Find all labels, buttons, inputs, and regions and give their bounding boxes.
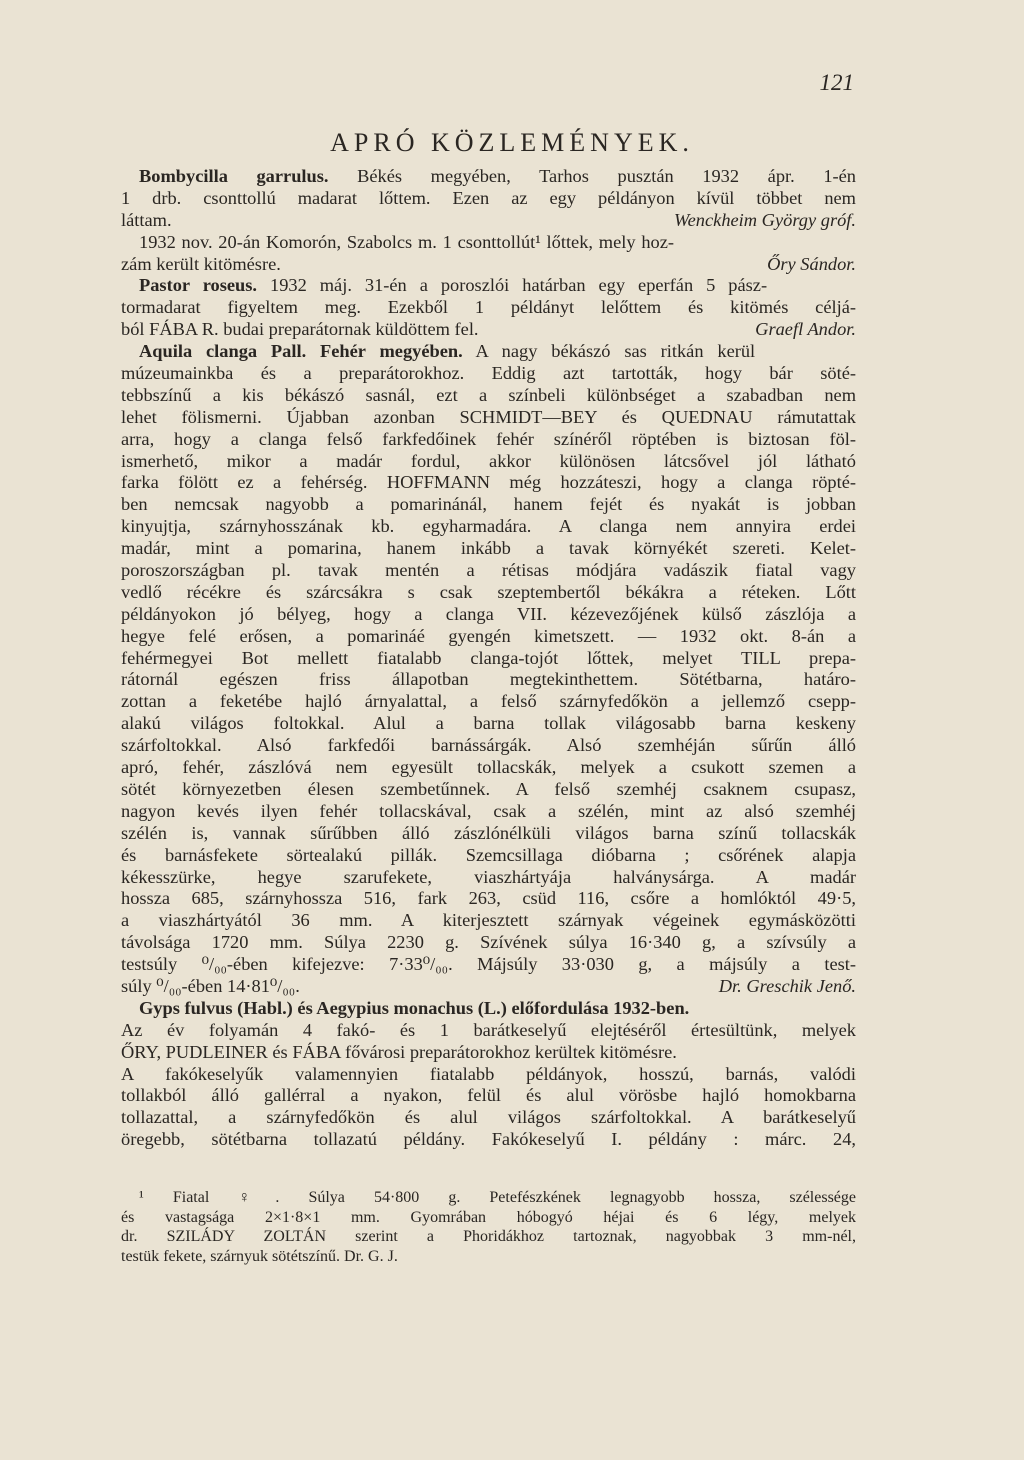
line-text: testük fekete, szárnyuk sötétszínű. Dr. G. J.: [121, 1248, 398, 1266]
line-text: 1932 nov. 20-án Komorón, Szabolcs m. 1 csonttollút¹ lőttek, mely hoz-: [139, 231, 675, 252]
text-line: [121, 210, 856, 232]
line-text: Békés megyében, Tarhos pusztán 1932 ápr. 1-én: [328, 166, 856, 186]
line-text: 1 drb. csonttollú madarat lőttem. Ezen az egy példányon kívül többet nem: [121, 187, 856, 208]
text-line: [121, 691, 856, 713]
line-text: alakú világos foltokkal. Alul a barna tollak világosabb barna keskeny: [121, 713, 856, 734]
text-line: [121, 779, 856, 801]
text-line: [121, 538, 856, 560]
line-text: távolsága 1720 mm. Súlya 2230 g. Szívének súlya 16·340 g, a szívsúly a: [121, 932, 856, 953]
line-text: szélén is, vannak sűrűbben álló zászlónélküli világos barna színű tollacskák: [121, 822, 856, 843]
text-line: [121, 560, 856, 582]
text-line: [121, 363, 856, 385]
text-line: [121, 823, 856, 845]
article-body: [121, 166, 856, 1151]
text-line: [121, 451, 856, 473]
line-text: vedlő récékre és szárcsákra s csak szeptembertől békákra a réteken. Lőtt: [121, 581, 856, 602]
line-text: apró, fehér, zászlóvá nem egyesült tollacskák, melyek a csukott szemen a: [121, 757, 856, 778]
text-line: [121, 385, 856, 407]
text-line: [121, 1064, 856, 1086]
text-line: [121, 648, 856, 670]
line-text: dr. SZILÁDY ZOLTÁN szerint a Phoridákhoz tartoznak, nagyobbak 3 mm-nél,: [121, 1228, 856, 1246]
species-name: Bombycilla garrulus.: [139, 166, 329, 186]
text-line: [121, 801, 856, 823]
line-text: kinyujtja, szárnyhosszának kb. egyharmadára. A clanga nem annyira erdei: [121, 516, 856, 537]
line-text: testsúly ⁰/₀₀-ében kifejezve: 7·33⁰/₀₀. Májsúly 33·030 g, a májsúly a test-: [121, 954, 856, 975]
line-text: sötét környezetben élesen szembetűnnek. A felső szemhéj csaknem csupasz,: [121, 778, 856, 799]
text-line: [121, 188, 856, 210]
text-line: [121, 275, 856, 297]
line-text: nagyon kevés ilyen fehér tollacskával, csak a szélén, mint az alsó szemhéj: [121, 800, 856, 821]
line-text: Az év folyamán 4 fakó- és 1 barátkeselyű elejtéséről értesültünk, melyek: [121, 1019, 856, 1040]
text-line: [121, 1107, 856, 1129]
footnote-line: [121, 1188, 856, 1208]
section-heading: APRÓ KÖZLEMÉNYEK.: [330, 128, 694, 157]
line-text: fehérmegyei Bot mellett fiatalabb clanga-tojót lőttek, melyet TILL prepa-: [121, 647, 856, 668]
text-line: [121, 407, 856, 429]
footnote-line: [121, 1227, 856, 1247]
footnote-line: [121, 1208, 856, 1228]
author-signature: Őry Sándor.: [767, 253, 856, 274]
line-text: tollakból álló gallérral a nyakon, felül és alul vörösbe hajló homokbarna: [121, 1085, 856, 1106]
line-text: zám került kitömésre.: [121, 253, 281, 274]
text-line: [121, 998, 856, 1020]
text-line: [121, 954, 856, 976]
line-text: múzeumainkba és a preparátorokhoz. Eddig azt tartották, hogy bár söté-: [121, 363, 856, 384]
line-text: A nagy békászó sas ritkán kerül: [462, 341, 756, 362]
author-signature: Graefl Andor.: [755, 319, 856, 340]
text-line: [121, 232, 856, 254]
line-text: madár, mint a pomarina, hanem inkább a tavak környékét szereti. Kelet-: [121, 538, 856, 559]
text-line: [121, 297, 856, 319]
author-signature: Dr. Greschik Jenő.: [718, 975, 856, 996]
text-line: [121, 1129, 856, 1151]
text-line: [121, 341, 856, 363]
line-text: a viaszhártyától 36 mm. A kiterjesztett szárnyak végeinek egymásközötti: [121, 910, 856, 931]
line-text: és vastagsága 2×1·8×1 mm. Gyomrában hóbogyó héjai és 6 légy, melyek: [121, 1208, 856, 1226]
text-line: [121, 1020, 856, 1042]
line-text: hossza 685, szárnyhossza 516, fark 263, csüd 116, csőre a homlóktól 49·5,: [121, 888, 856, 909]
text-line: [121, 166, 856, 188]
line-text: súly ⁰/₀₀-ében 14·81⁰/₀₀.: [121, 975, 300, 996]
text-line: [121, 888, 856, 910]
line-text: tollazattal, a szárnyfedőkön és alul világos szárfoltokkal. A barátkeselyű: [121, 1107, 856, 1128]
text-line: [121, 626, 856, 648]
line-text: ¹ Fiatal ♀. Súlya 54·800 g. Petefészkének legnagyobb hossza, szélessége: [139, 1189, 856, 1206]
line-text: poroszországban pl. tavak mentén a rétisas módjára vadászik fiatal vagy: [121, 560, 856, 581]
footnote-line: [121, 1247, 856, 1267]
text-line: [121, 1085, 856, 1107]
line-text: ból FÁBA R. budai preparátornak küldöttem fel.: [121, 319, 479, 340]
line-text: öregebb, sötétbarna tollazatú példány. Fakókeselyű I. példány : márc. 24,: [121, 1129, 856, 1150]
text-line: [121, 516, 856, 538]
line-text: kékesszürke, hegye szarufekete, viaszhártyája halványsárga. A madár: [121, 866, 856, 887]
page-number: 121: [819, 70, 854, 95]
line-text: példányokon jó bélyeg, hogy a clanga VII. kézevezőjének külső zászlója a: [121, 603, 856, 624]
line-text: farka fölött ez a fehérség. HOFFMANN még hozzáteszi, hogy a clanga röpté-: [121, 472, 856, 493]
line-text: arra, hogy a clanga felső farkfedőinek fehér színéről röptében is biztosan föl-: [121, 428, 856, 449]
author-signature: Wenckheim György gróf.: [674, 209, 856, 230]
text-line: [121, 932, 856, 954]
species-name: Aquila clanga Pall. Fehér megyében.: [139, 341, 463, 362]
line-text: szárfoltokkal. Alsó farkfedői barnássárgák. Alsó szemhéján sűrűn álló: [121, 735, 856, 756]
text-line: [121, 254, 856, 276]
text-line: [121, 976, 856, 998]
text-line: [121, 757, 856, 779]
text-line: [121, 319, 856, 341]
line-text: 1932 máj. 31-én a poroszlói határban egy eperfán 5 pász-: [257, 275, 768, 296]
text-line: [121, 845, 856, 867]
line-text: tormadarat figyeltem meg. Ezekből 1 példányt lelőttem és kitömés céljá-: [121, 297, 856, 318]
text-line: [121, 735, 856, 757]
footnotes: [121, 1188, 856, 1267]
text-line: [121, 713, 856, 735]
line-text: ismerhető, mikor a madár fordul, akkor különösen látcsővel jól látható: [121, 450, 856, 471]
line-text: láttam.: [121, 209, 172, 230]
species-name: Gyps fulvus (Habl.) és Aegypius monachus (L.) előfordulása 1932-ben.: [139, 997, 690, 1018]
line-text: és barnásfekete sörtealakú pillák. Szemcsillaga dióbarna ; csőrének alapja: [121, 844, 856, 865]
line-text: ŐRY, PUDLEINER és FÁBA fővárosi preparátorokhoz kerültek kitömésre.: [121, 1041, 677, 1062]
text-line: [121, 669, 856, 691]
text-line: [121, 582, 856, 604]
line-text: rátornál egészen friss állapotban megtekinthettem. Sötétbarna, határo-: [121, 669, 856, 690]
line-text: zottan a feketébe hajló árnyalattal, a felső szárnyfedőkön a jellemző csepp-: [121, 691, 856, 712]
line-text: A fakókeselyűk valamennyien fiatalabb példányok, hosszú, barnás, valódi: [121, 1063, 856, 1084]
line-text: hegye felé erősen, a pomarináé gyengén kimetszett. — 1932 okt. 8-án a: [121, 625, 856, 646]
text-line: [121, 429, 856, 451]
line-text: tebbszínű a kis békászó sasnál, ezt a színbeli különbséget a szabadban nem: [121, 384, 856, 405]
text-line: [121, 867, 856, 889]
text-line: [121, 494, 856, 516]
text-line: [121, 472, 856, 494]
species-name: Pastor roseus.: [139, 275, 258, 296]
text-line: [121, 910, 856, 932]
text-line: [121, 604, 856, 626]
line-text: lehet fölismerni. Újabban azonban SCHMIDT—BEY és QUEDNAU rámutattak: [121, 406, 856, 427]
line-text: ben nemcsak nagyobb a pomarinánál, hanem fejét és nyakát is jobban: [121, 494, 856, 515]
text-line: [121, 1042, 856, 1064]
